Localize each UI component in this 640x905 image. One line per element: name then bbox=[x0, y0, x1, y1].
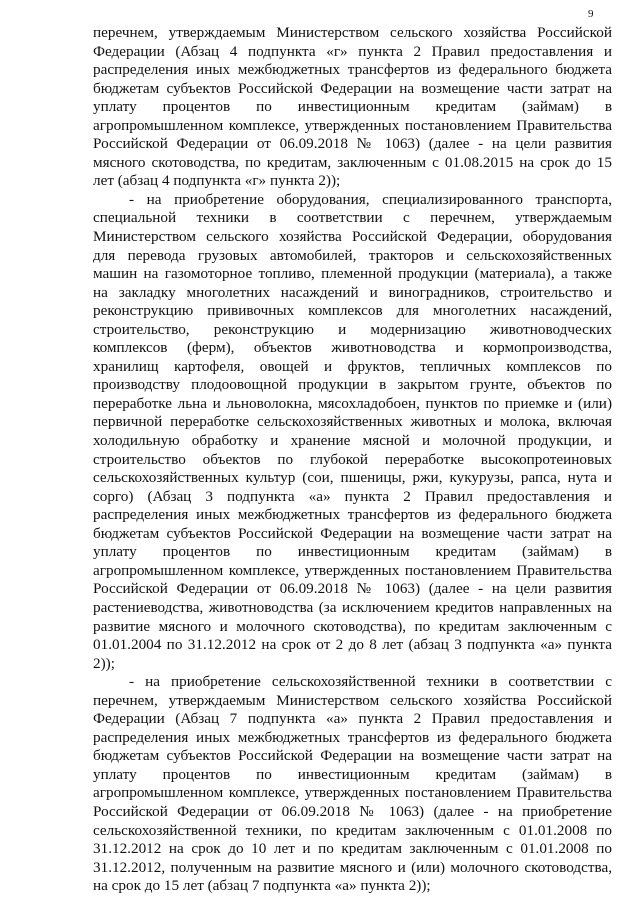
text-line: сорго) (Абзац 3 подпункта «а» пункта 2 Правил предоставления и bbox=[93, 487, 612, 505]
text-line: уплату процентов по инвестиционным кредитам (займам) в bbox=[93, 543, 612, 561]
text-line: распределения иных межбюджетных трансфертов из федерального бюджета bbox=[93, 61, 612, 79]
text-line: Федерации (Абзац 4 подпункта «г» пункта 2 Правил предоставления и bbox=[93, 42, 612, 60]
text-line: лет (абзац 4 подпункта «г» пункта 2)); bbox=[93, 172, 341, 190]
text-line: агропромышленном комплексе, утвержденных постановлением Правительства bbox=[93, 116, 612, 134]
text-line: первичной переработке сельскохозяйственных животных и молока, включая bbox=[93, 413, 612, 431]
text-line: уплату процентов по инвестиционным кредитам (займам) в bbox=[93, 765, 612, 783]
text-line: сельскохозяйственной техники, по кредитам заключенным с 01.01.2008 по bbox=[93, 821, 612, 839]
text-line: строительство объектов по глубокой переработке высокопротеиновых bbox=[93, 450, 612, 468]
text-line: распределения иных межбюджетных трансфертов из федерального бюджета bbox=[93, 506, 612, 524]
text-line: агропромышленном комплексе, утвержденных постановлением Правительства bbox=[93, 561, 612, 579]
text-line: бюджетам субъектов Российской Федерации на возмещение части затрат на bbox=[93, 524, 612, 542]
text-line: бюджетам субъектов Российской Федерации на возмещение части затрат на bbox=[93, 747, 612, 765]
text-line: специальной техники в соответствии с перечнем, утверждаемым bbox=[93, 209, 612, 227]
text-line: комплексов (ферм), объектов животноводства и кормопроизводства, bbox=[93, 339, 612, 357]
text-line: 2)); bbox=[93, 654, 115, 672]
text-line: на срок до 15 лет (абзац 7 подпункта «а» пункта 2)); bbox=[93, 877, 431, 895]
text-line: растениеводства, животноводства (за исключением кредитов направленных на bbox=[93, 598, 612, 616]
text-line: машин на газомоторное топливо, племенной продукции (материала), а также bbox=[93, 265, 612, 283]
text-line: переработке льна и льноволокна, мясохладобоен, пунктов по приемке и (или) bbox=[93, 394, 612, 412]
text-line: - на приобретение сельскохозяйственной техники в соответствии с bbox=[129, 673, 612, 691]
text-line: уплату процентов по инвестиционным кредитам (займам) в bbox=[93, 98, 612, 116]
text-line: 31.12.2012, полученным на развитие мясного и (или) молочного скотоводства, bbox=[93, 858, 612, 876]
text-line: 31.12.2012 на срок до 10 лет и по кредитам заключенным с 01.01.2008 по bbox=[93, 840, 612, 858]
text-line: реконструкцию прививочных комплексов для многолетних насаждений, bbox=[93, 302, 612, 320]
text-line: строительство, реконструкцию и модернизацию животноводческих bbox=[93, 320, 612, 338]
page-number: 9 bbox=[588, 8, 594, 20]
text-line: распределения иных межбюджетных трансфертов из федерального бюджета bbox=[93, 728, 612, 746]
text-line: Министерством сельского хозяйства Российской Федерации, оборудования bbox=[93, 228, 612, 246]
text-line: 01.01.2004 по 31.12.2012 на срок от 2 до 8 лет (абзац 3 подпункта «а» пункта bbox=[93, 636, 612, 654]
text-line: перечнем, утверждаемым Министерством сельского хозяйства Российской bbox=[93, 24, 612, 41]
text-line: Российской Федерации от 06.09.2018 № 1063) (далее - на цели развития bbox=[93, 135, 612, 153]
text-line: хранилищ картофеля, овощей и фруктов, тепличных комплексов по bbox=[93, 357, 612, 375]
text-line: холодильную обработку и хранение мясной и молочной продукции, и bbox=[93, 432, 612, 450]
document-body bbox=[93, 24, 612, 896]
text-line: Российской Федерации от 06.09.2018 № 1063) (далее - на приобретение bbox=[93, 802, 612, 820]
text-line: Федерации (Абзац 7 подпункта «а» пункта 2 Правил предоставления и bbox=[93, 710, 612, 728]
text-line: для перевода грузовых автомобилей, тракторов и сельскохозяйственных bbox=[93, 246, 612, 264]
text-line: развитие мясного и молочного скотоводства), по кредитам заключенным с bbox=[93, 617, 612, 635]
text-line: агропромышленном комплексе, утвержденных постановлением Правительства bbox=[93, 784, 612, 802]
text-line: - на приобретение оборудования, специализированного транспорта, bbox=[129, 190, 612, 208]
text-line: мясного скотоводства, по кредитам, заключенным с 01.08.2015 на срок до 15 bbox=[93, 153, 612, 171]
text-line: перечнем, утверждаемым Министерством сельского хозяйства Российской bbox=[93, 691, 612, 709]
text-line: Российской Федерации от 06.09.2018 № 1063) (далее - на цели развития bbox=[93, 580, 612, 598]
text-line: сельскохозяйственных культур (сои, пшеницы, ржи, кукурузы, рапса, нута и bbox=[93, 469, 612, 487]
text-line: бюджетам субъектов Российской Федерации на возмещение части затрат на bbox=[93, 79, 612, 97]
text-line: производству плодоовощной продукции в закрытом грунте, объектов по bbox=[93, 376, 612, 394]
text-line: на закладку многолетних насаждений и виноградников, строительство и bbox=[93, 283, 612, 301]
